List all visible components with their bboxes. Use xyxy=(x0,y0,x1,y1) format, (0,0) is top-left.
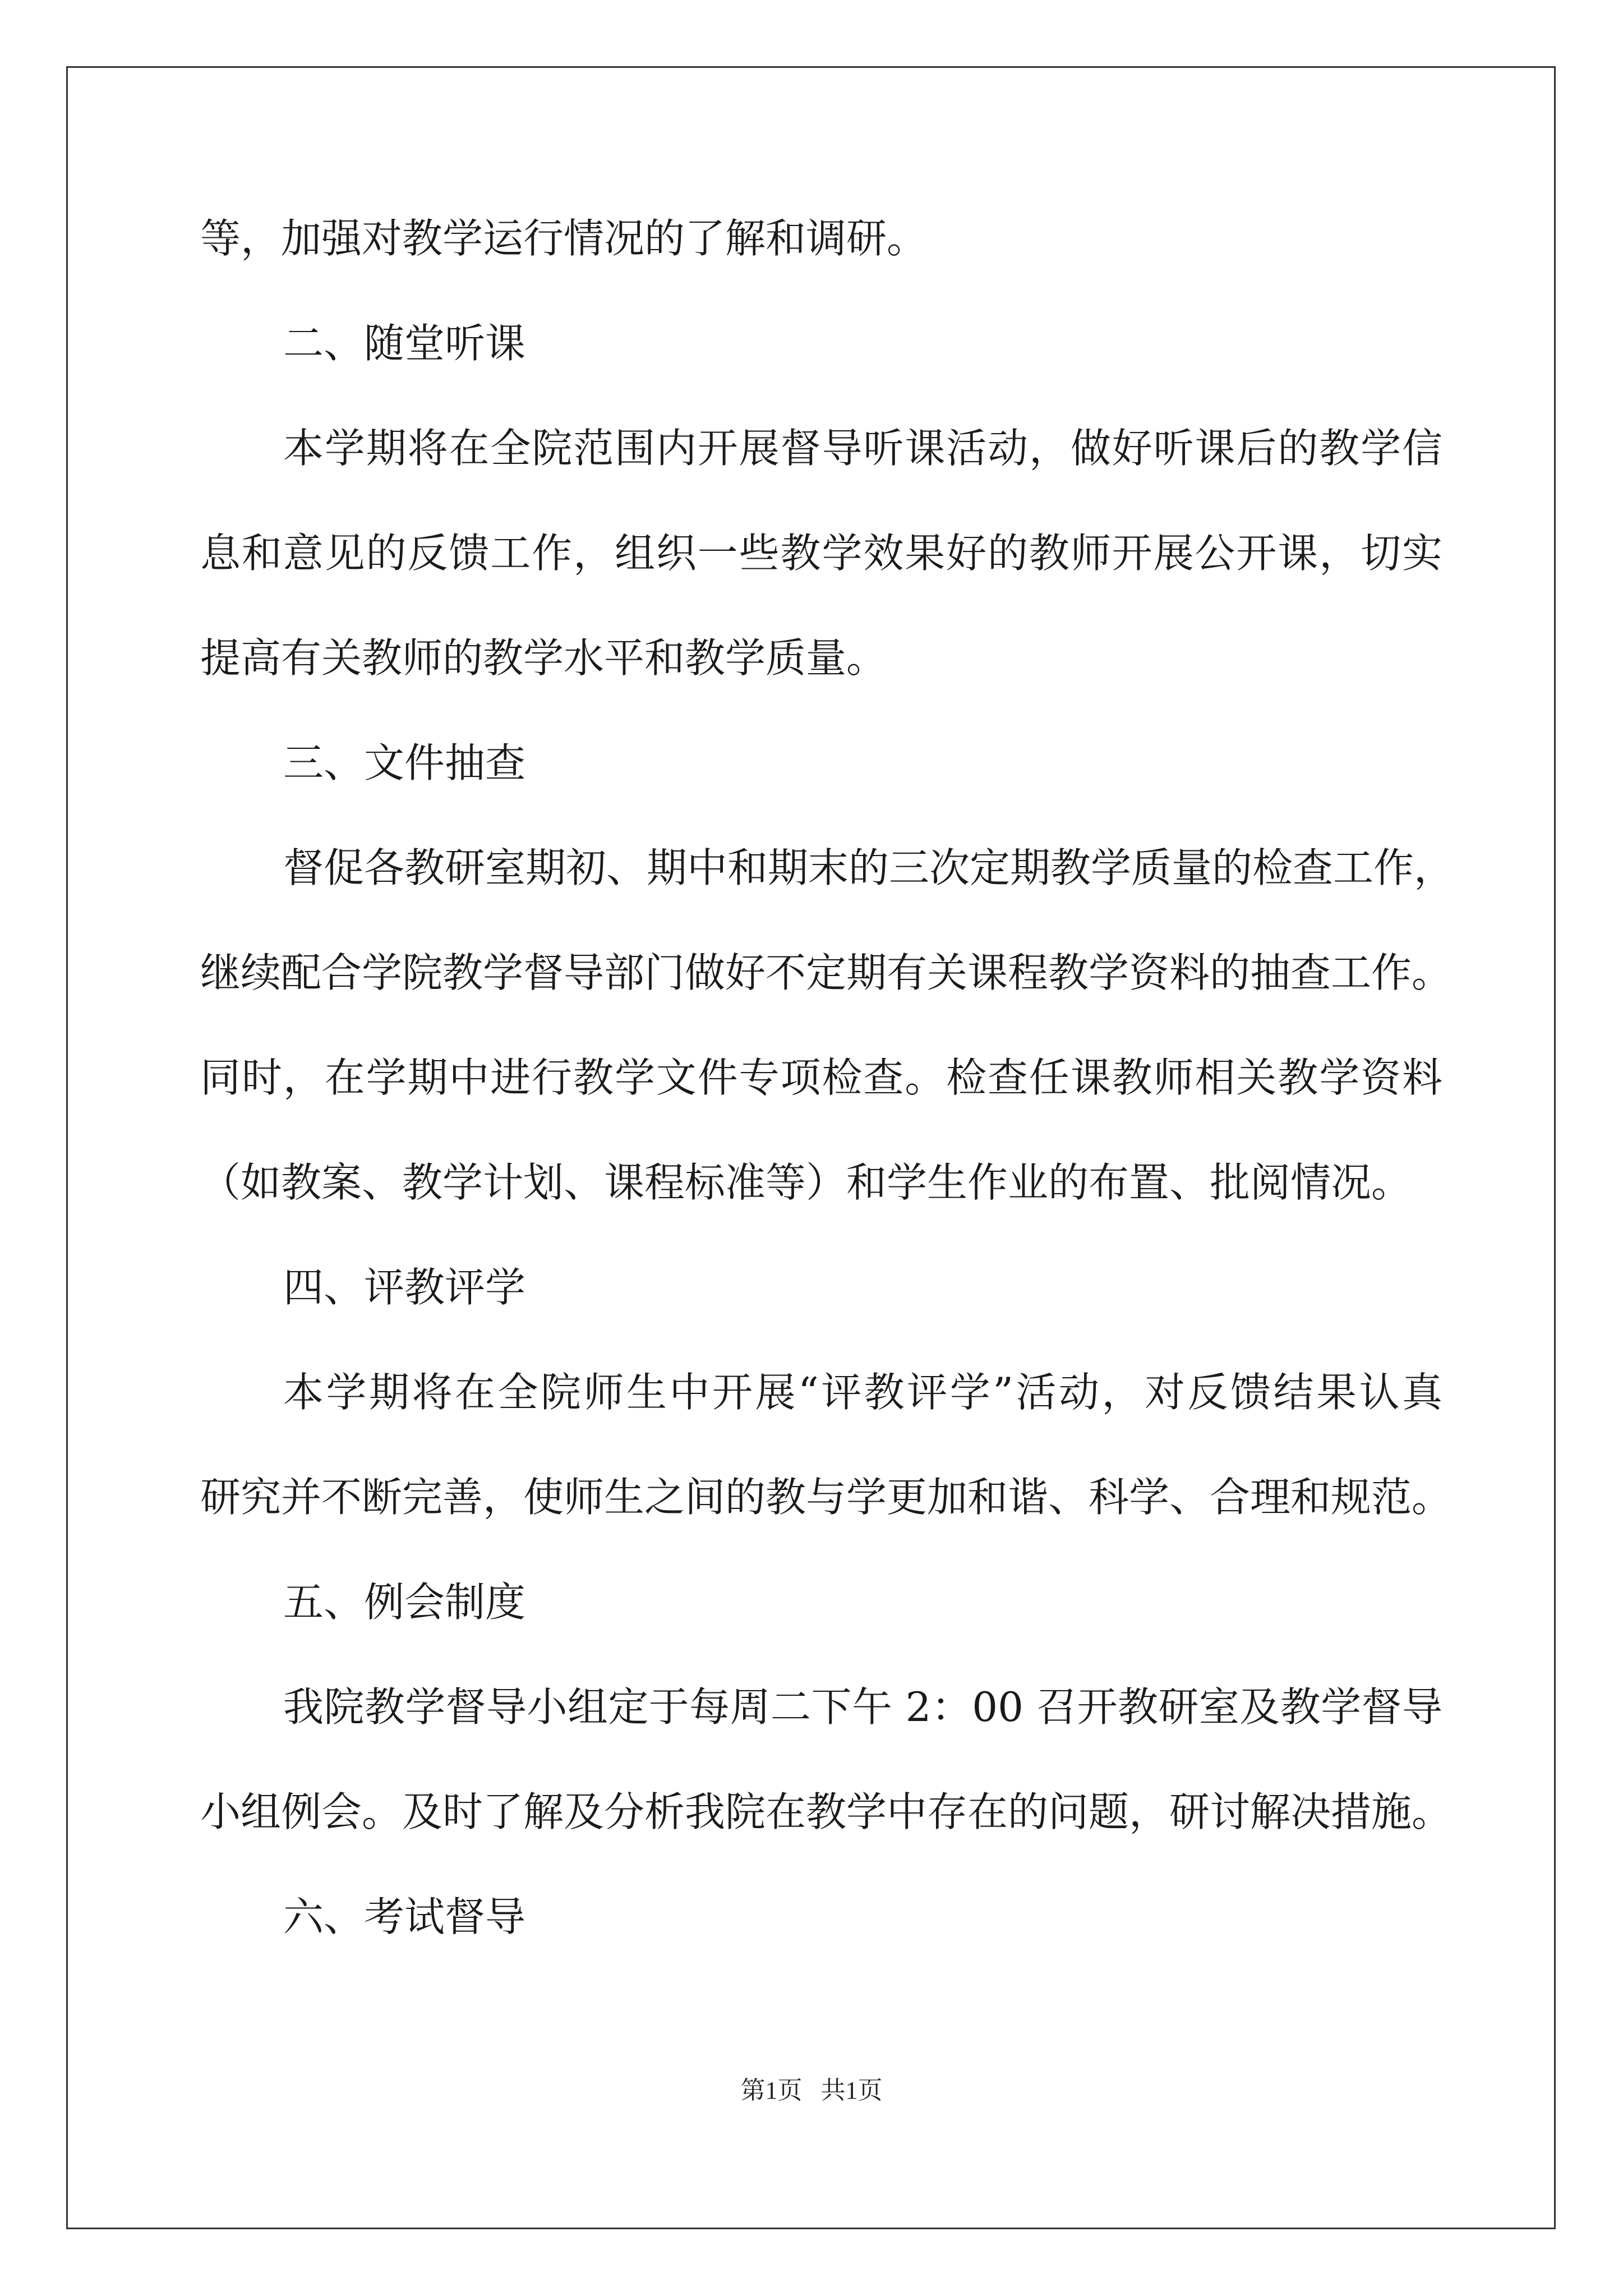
paragraph-line: 小组例会。及时了解及分析我院在教学中存在的问题，研讨解决措施。 xyxy=(200,1788,1453,1835)
paragraph-line: （如教案、教学计划、课程标准等）和学生作业的布置、批阅情况。 xyxy=(200,1159,1412,1206)
section-heading: 二、随堂听课 xyxy=(283,320,526,367)
paragraph-line: 等，加强对教学运行情况的了解和调研。 xyxy=(200,215,928,262)
paragraph-line: 同时，在学期中进行教学文件专项检查。检查任课教师相关教学资料 xyxy=(200,1054,1442,1101)
page-footer: 第1页 共1页 xyxy=(740,2077,883,2104)
paragraph-line: 息和意见的反馈工作，组织一些教学效果好的教师开展公开课，切实 xyxy=(200,530,1442,577)
paragraph-line: 本学期将在全院范围内开展督导听课活动，做好听课后的教学信 xyxy=(283,425,1442,472)
paragraph-line: 我院教学督导小组定于每周二下午 2：00 召开教研室及教学督导 xyxy=(283,1683,1442,1731)
section-heading: 四、评教评学 xyxy=(283,1264,526,1311)
paragraph-line: 本学期将在全院师生中开展“评教评学”活动，对反馈结果认真 xyxy=(283,1369,1442,1416)
section-heading: 六、考试督导 xyxy=(283,1893,526,1940)
section-heading: 五、例会制度 xyxy=(283,1579,526,1626)
paragraph-line: 继续配合学院教学督导部门做好不定期有关课程教学资料的抽查工作。 xyxy=(200,949,1453,996)
paragraph-line: 研究并不断完善，使师生之间的教与学更加和谐、科学、合理和规范。 xyxy=(200,1474,1453,1521)
paragraph-line: 提高有关教师的教学水平和教学质量。 xyxy=(200,634,887,682)
paragraph-line: 督促各教研室期初、期中和期末的三次定期教学质量的检查工作， xyxy=(283,844,1455,891)
section-heading: 三、文件抽查 xyxy=(283,739,526,786)
